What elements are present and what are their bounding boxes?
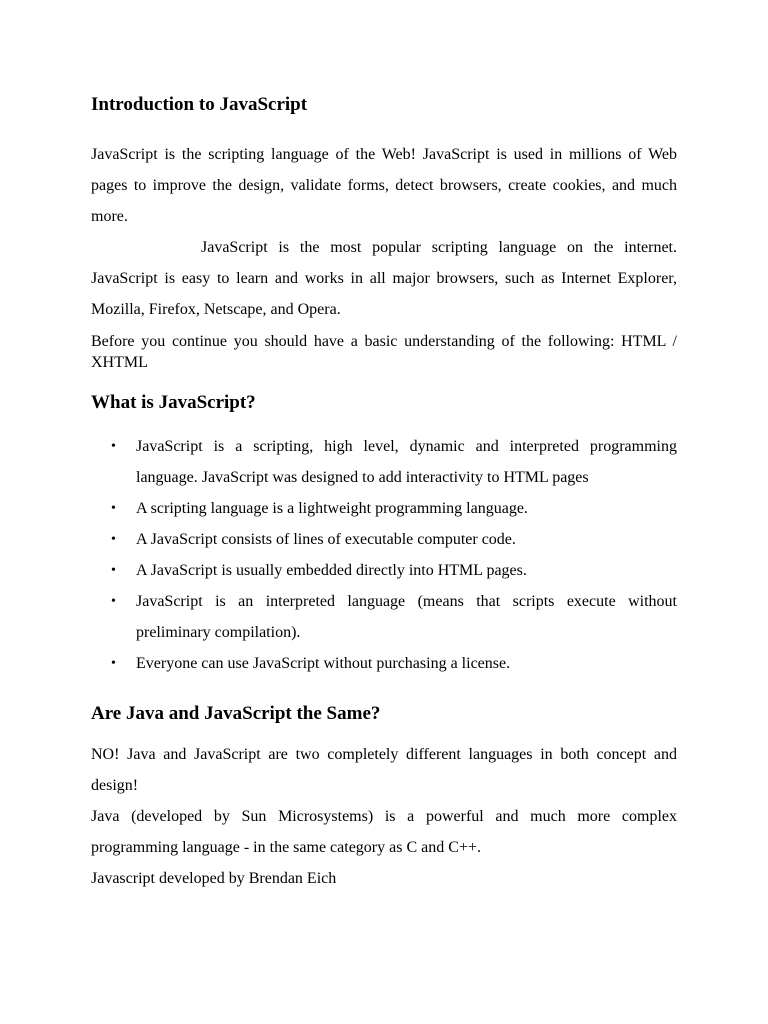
heading-introduction: Introduction to JavaScript bbox=[91, 94, 308, 115]
bullet-icon: • bbox=[111, 439, 116, 454]
list-item: • JavaScript is an interpreted language (means that scripts execute without preliminary compilation). bbox=[91, 586, 677, 648]
bullet-icon: • bbox=[111, 532, 116, 547]
bullet-icon: • bbox=[111, 501, 116, 516]
document-page bbox=[91, 92, 677, 894]
list-item: • A JavaScript consists of lines of executable computer code. bbox=[91, 524, 677, 555]
list-item: • JavaScript is a scripting, high level, dynamic and interpreted programming language. JavaScript was designed to add interactivity to HTML pages bbox=[91, 431, 677, 493]
heading-what-is-javascript: What is JavaScript? bbox=[91, 392, 256, 413]
creator-paragraph: Javascript developed by Brendan Eich bbox=[91, 870, 337, 887]
bullet-icon: • bbox=[111, 594, 116, 609]
bullet-icon: • bbox=[111, 656, 116, 671]
intro-paragraph: JavaScript is the scripting language of the Web! JavaScript is used in millions of Web pages to improve the design, validate forms, detect browsers, create cookies, and much more. bbox=[91, 146, 677, 225]
comparison-paragraph: NO! Java and JavaScript are two completely different languages in both concept and design! bbox=[91, 746, 677, 794]
java-description-paragraph: Java (developed by Sun Microsystems) is a powerful and much more complex programming language - in the same category as C and C++. bbox=[91, 808, 677, 856]
list-item: • A scripting language is a lightweight programming language. bbox=[91, 493, 677, 524]
list-item: • Everyone can use JavaScript without purchasing a license. bbox=[91, 648, 677, 679]
javascript-features-list bbox=[91, 431, 677, 679]
heading-java-vs-javascript: Are Java and JavaScript the Same? bbox=[91, 703, 381, 724]
popularity-paragraph: JavaScript is the most popular scripting language on the internet. JavaScript is easy to learn and works in all major browsers, such as Internet Explorer, Mozilla, Firefox, Netscape, and Opera. bbox=[91, 239, 677, 318]
prerequisites-paragraph: Before you continue you should have a basic understanding of the following: HTML / XHTML bbox=[91, 333, 677, 371]
bullet-icon: • bbox=[111, 563, 116, 578]
list-item: • A JavaScript is usually embedded directly into HTML pages. bbox=[91, 555, 677, 586]
